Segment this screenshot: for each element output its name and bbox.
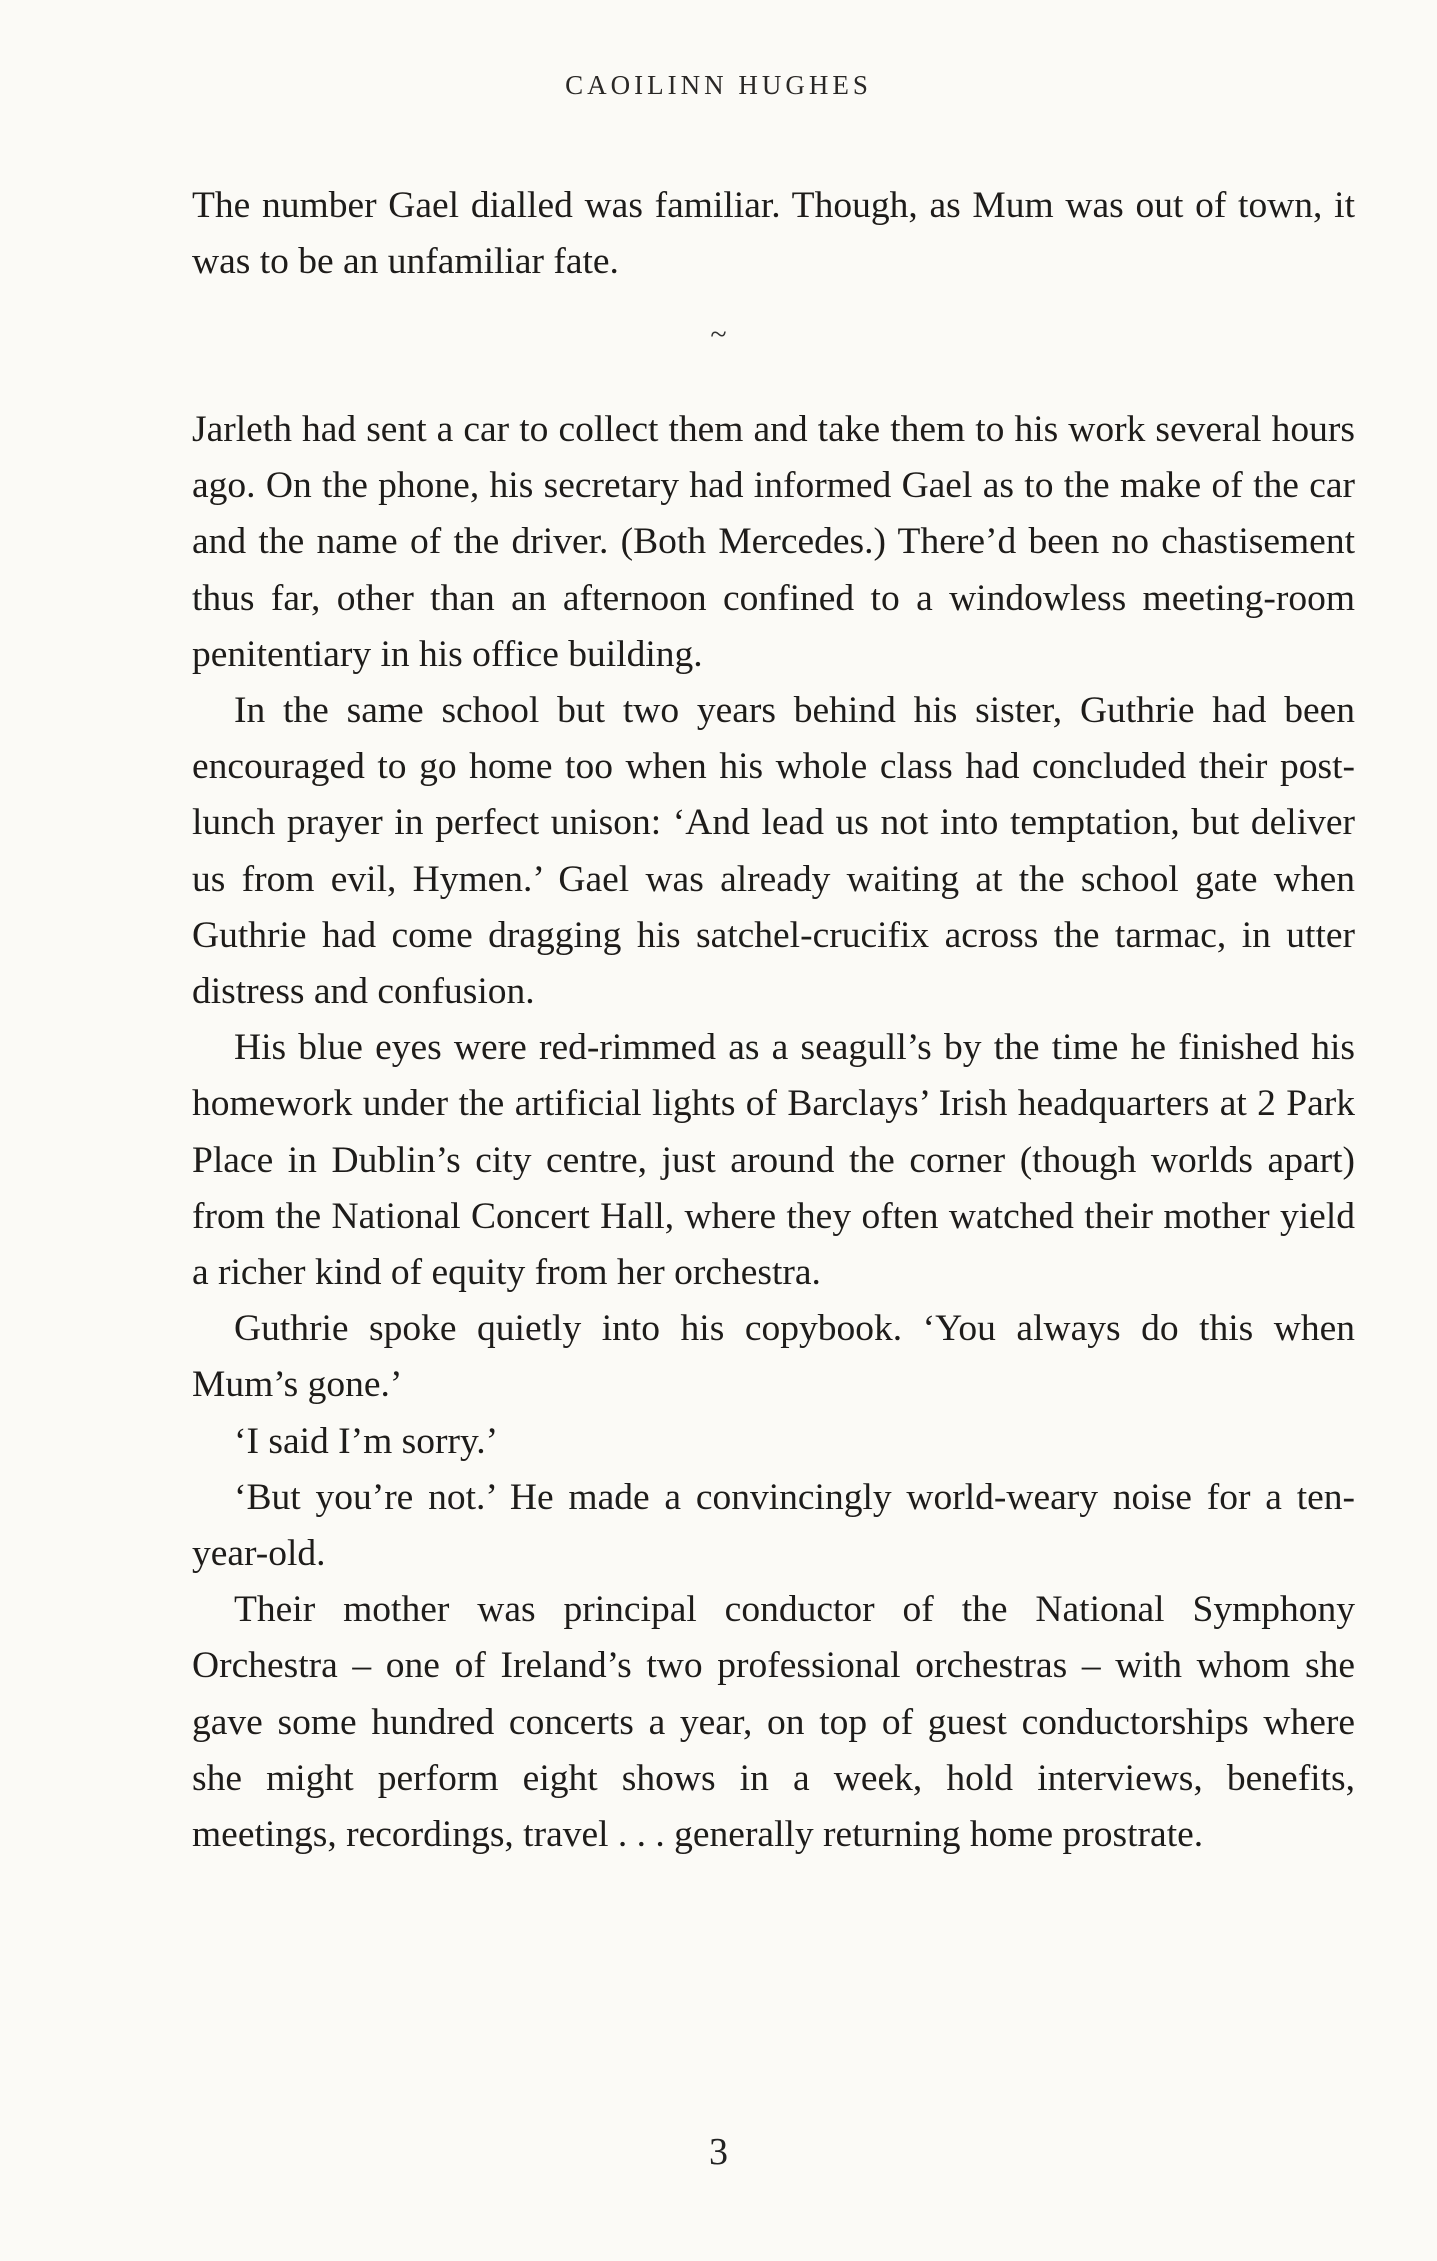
section-break-swung-dash: ~ (710, 318, 727, 351)
paragraph: In the same school but two years behind his sister, Guthrie had been encouraged to go home too when his whole class had concluded their post-lunch prayer in perfect unison: ‘And lead us not into temptation, but deliver us from evil, Hymen.’ Gael was already waiting at the school gate when Guthrie had come dragging his satchel-crucifix across the tarmac, in utter distress and confusion. (192, 690, 1355, 1013)
opening-paragraph: The number Gael dialled was familiar. Though, as Mum was out of town, it was to be an unfamiliar fate. (192, 185, 1355, 283)
opening-text-block (192, 178, 1355, 290)
paragraph: Their mother was principal conductor of the National Symphony Orchestra – one of Ireland’s two professional orchestras – with whom she gave some hundred concerts a year, on top of guest conductorships where she might perform eight shows in a week, hold interviews, benefits, meetings, recordings, travel . . . generally returning home prostrate. (192, 1589, 1355, 1856)
paragraph: ‘I said I’m sorry.’ (234, 1420, 499, 1462)
paragraph: Guthrie spoke quietly into his copybook. ‘You always do this when Mum’s gone.’ (192, 1308, 1355, 1406)
main-text-block (192, 402, 1355, 1863)
page-number: 3 (709, 2131, 728, 2173)
paragraph: His blue eyes were red-rimmed as a seagull’s by the time he finished his homework under the artificial lights of Barclays’ Irish headquarters at 2 Park Place in Dublin’s city centre, just around the corner (though worlds apart) from the National Concert Hall, where they often watched their mother yield a richer kind of equity from her orchestra. (192, 1027, 1355, 1294)
paragraph: Jarleth had sent a car to collect them and take them to his work several hours ago. On the phone, his secretary had informed Gael as to the make of the car and the name of the driver. (Both Mercedes.) There’d been no chastisement thus far, other than an afternoon confined to a windowless meeting-room penitentiary in his office building. (192, 409, 1355, 675)
paragraph: ‘But you’re not.’ He made a convincingly world-weary noise for a ten-year-old. (192, 1476, 1355, 1575)
running-head-author: CAOILINN HUGHES (565, 70, 872, 100)
